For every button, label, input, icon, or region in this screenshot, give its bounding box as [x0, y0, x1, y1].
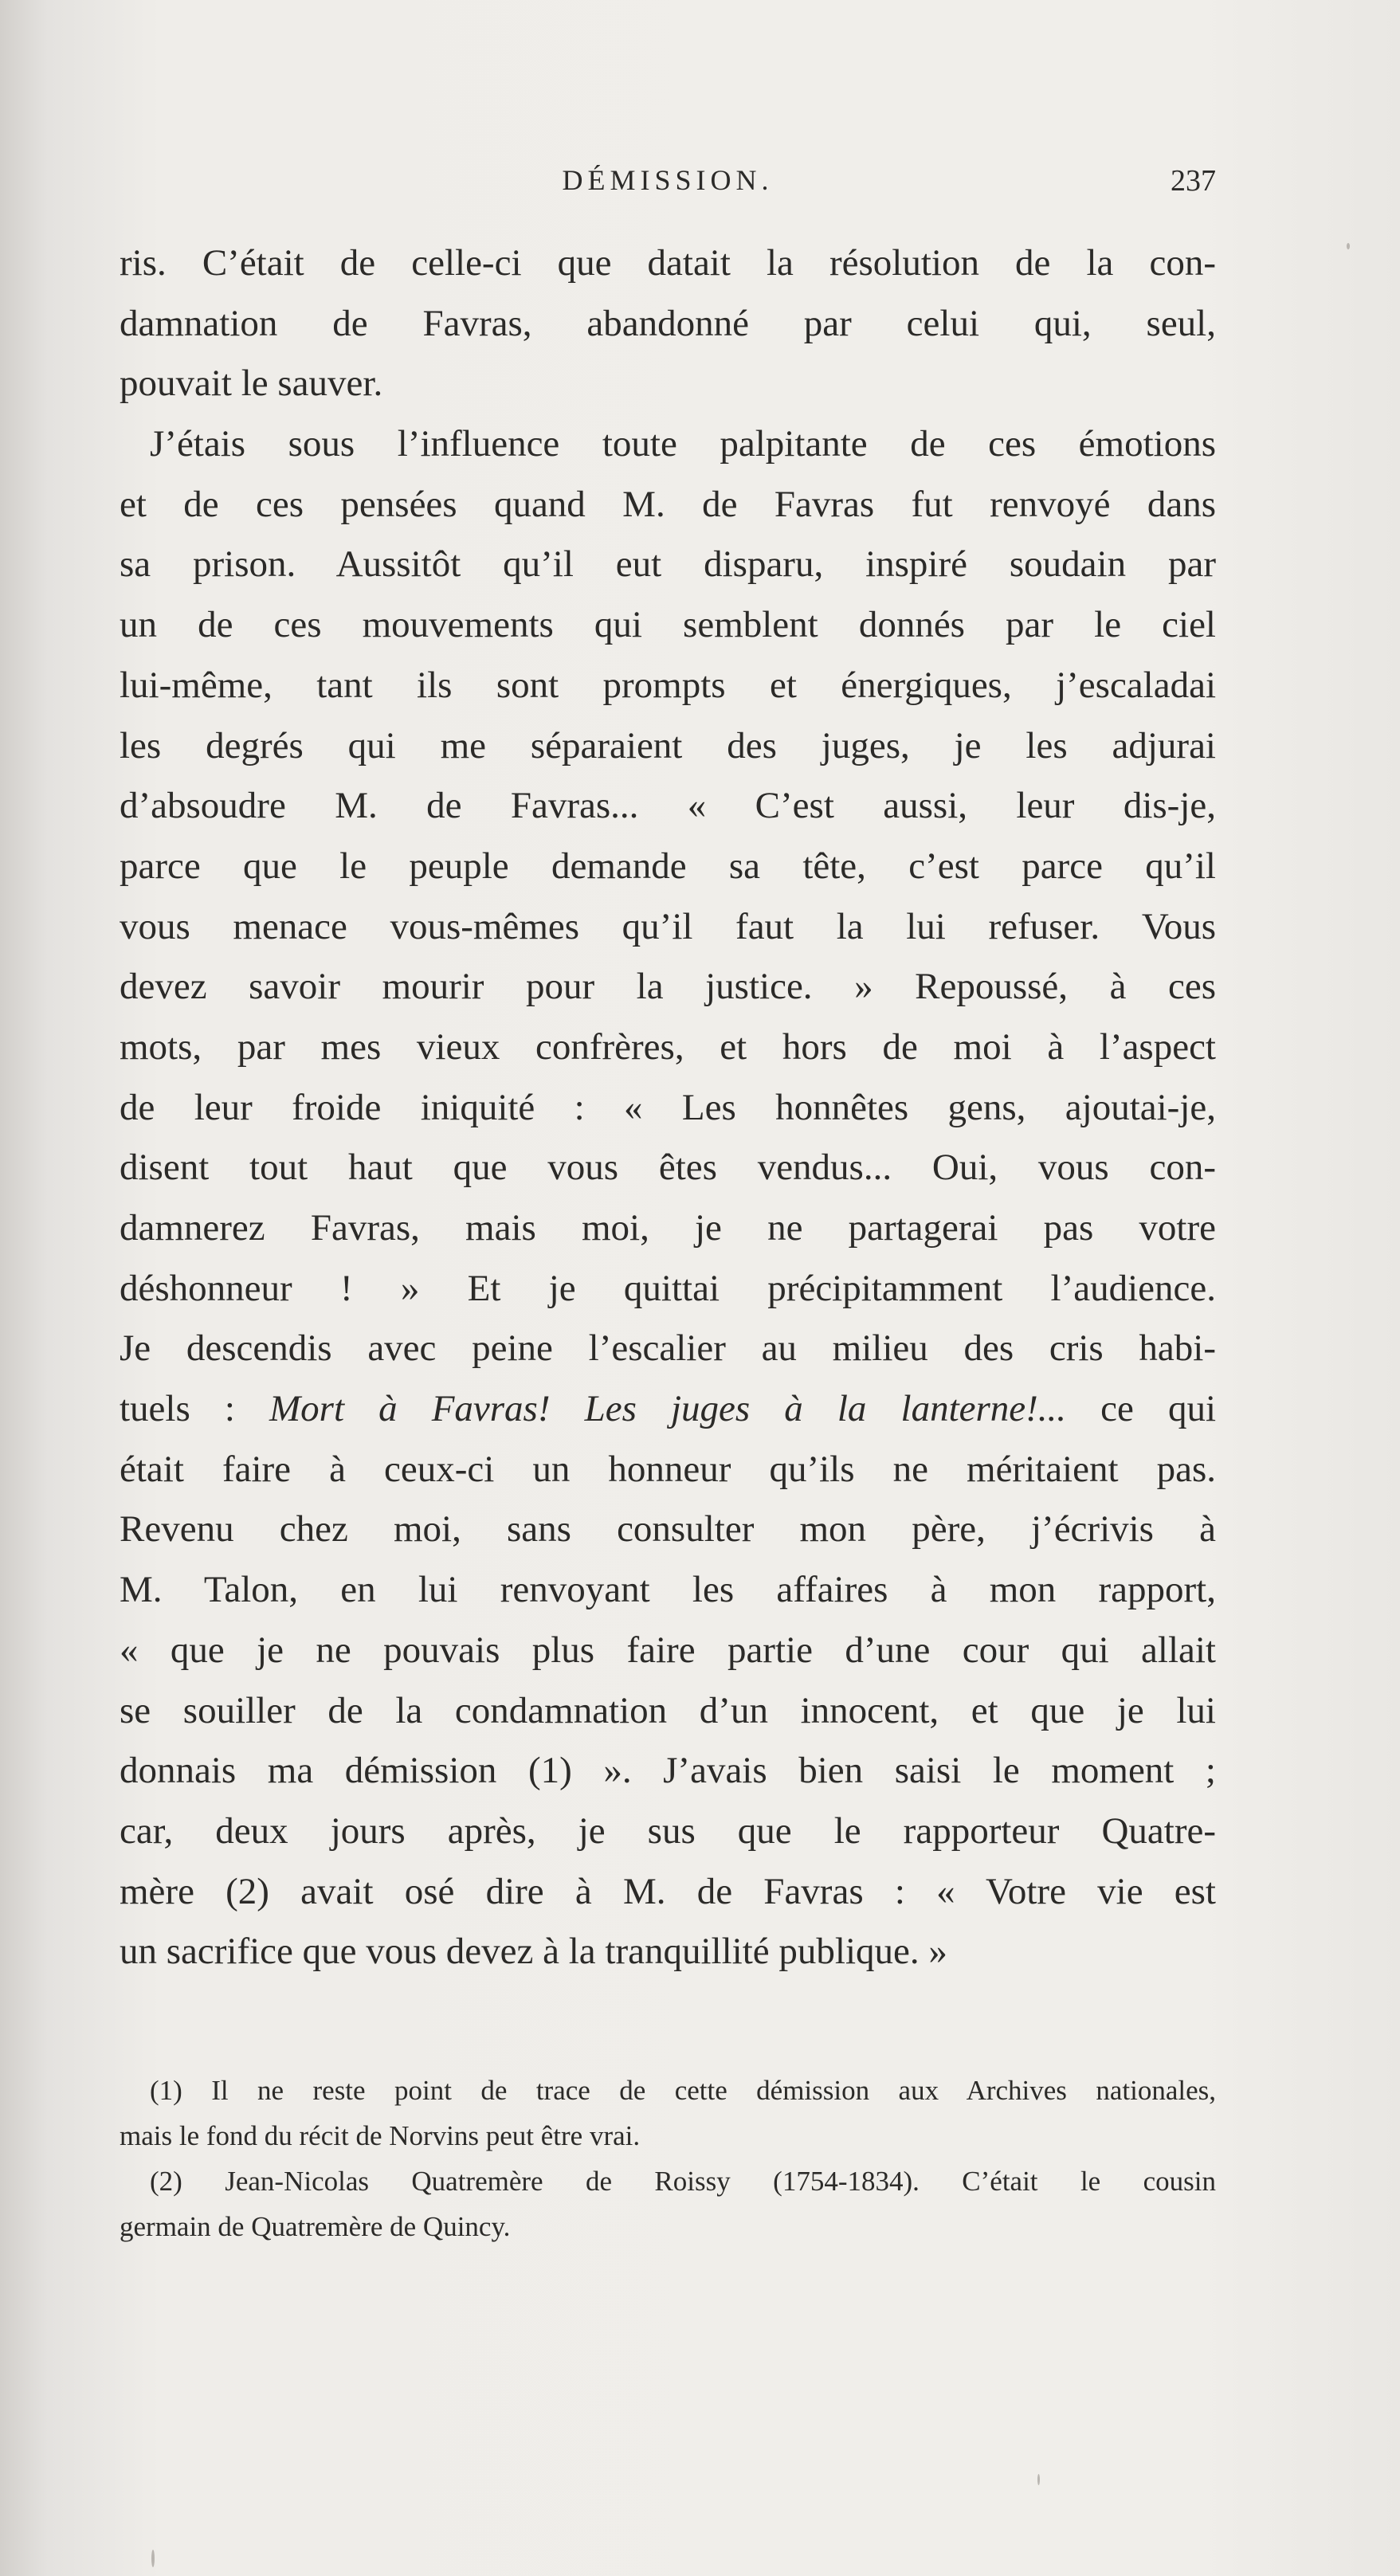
- text-line: mots, par mes vieux confrères, et hors de moi à l’aspect: [120, 1025, 1216, 1068]
- text-line: devez savoir mourir pour la justice. » Repoussé, à ces: [120, 966, 1216, 1008]
- footnote-line: mais le fond du récit de Norvins peut être vrai.: [120, 2120, 641, 2151]
- paper-speck: [1037, 2474, 1040, 2485]
- paper-speck: [1347, 243, 1350, 249]
- text-run: ce qui: [1066, 1388, 1217, 1430]
- text-line: lui-même, tant ils sont prompts et énergiques, j’escaladai: [120, 664, 1216, 706]
- text-line: damnerez Favras, mais moi, je ne partagerai pas votre: [120, 1207, 1216, 1249]
- text-line: parce que le peuple demande sa tête, c’est parce qu’il: [120, 845, 1216, 887]
- text-line: un sacrifice que vous devez à la tranquillité publique. »: [120, 1931, 947, 1973]
- paper-speck: [151, 2550, 155, 2567]
- text-line: sa prison. Aussitôt qu’il eut disparu, inspiré soudain par: [120, 543, 1216, 586]
- footnote-line: (2) Jean-Nicolas Quatremère de Roissy (1754-1834). C’était le cousin: [150, 2166, 1216, 2197]
- text-line: se souiller de la condamnation d’un innocent, et que je lui: [120, 1689, 1216, 1731]
- text-line: donnais ma démission (1) ». J’avais bien saisi le moment ;: [120, 1750, 1216, 1792]
- text-line: un de ces mouvements qui semblent donnés par le ciel: [120, 604, 1216, 646]
- text-line: d’absoudre M. de Favras... « C’est aussi, leur dis-je,: [120, 785, 1216, 827]
- text-line: disent tout haut que vous êtes vendus... Oui, vous con-: [120, 1147, 1216, 1189]
- text-line: déshonneur ! » Et je quittai précipitamment l’audience.: [120, 1267, 1216, 1309]
- text-line: car, deux jours après, je sus que le rapporteur Quatre-: [120, 1809, 1216, 1852]
- text-line: était faire à ceux-ci un honneur qu’ils ne méritaient pas.: [120, 1448, 1216, 1490]
- footnote-line: (1) Il ne reste point de trace de cette démission aux Archives nationales,: [150, 2075, 1216, 2106]
- text-line: vous menace vous-mêmes qu’il faut la lui refuser. Vous: [120, 905, 1216, 947]
- footnotes: [120, 2068, 1216, 2249]
- page-number: 237: [1171, 164, 1216, 198]
- body-text: [120, 233, 1216, 1982]
- text-line: Revenu chez moi, sans consulter mon père, j’écrivis à: [120, 1508, 1216, 1551]
- text-line: de leur froide iniquité : « Les honnêtes gens, ajoutai-je,: [120, 1086, 1216, 1128]
- text-line: M. Talon, en lui renvoyant les affaires à mon rapport,: [120, 1569, 1216, 1611]
- text-line: les degrés qui me séparaient des juges, je les adjurai: [120, 724, 1216, 767]
- text-line: « que je ne pouvais plus faire partie d’une cour qui allait: [120, 1629, 1216, 1671]
- text-line: damnation de Favras, abandonné par celui qui, seul,: [120, 302, 1216, 344]
- text-line: mère (2) avait osé dire à M. de Favras : « Votre vie est: [120, 1870, 1216, 1912]
- footnote-line: germain de Quatremère de Quincy.: [120, 2211, 511, 2242]
- running-title: DÉMISSION.: [562, 164, 774, 196]
- italic-exclamation: Mort à Favras! Les juges à la lanterne!...: [269, 1388, 1067, 1430]
- text-line: [120, 1379, 1216, 1440]
- text-line: ris. C’était de celle-ci que datait la résolution de la con-: [120, 242, 1216, 284]
- text-line: J’étais sous l’influence toute palpitante de ces émotions: [150, 423, 1216, 465]
- text-line: pouvait le sauver.: [120, 363, 383, 405]
- running-head: [120, 163, 1216, 211]
- text-line: et de ces pensées quand M. de Favras fut renvoyé dans: [120, 483, 1216, 525]
- text-run: tuels :: [120, 1388, 270, 1430]
- text-line: Je descendis avec peine l’escalier au milieu des cris habi-: [120, 1327, 1216, 1370]
